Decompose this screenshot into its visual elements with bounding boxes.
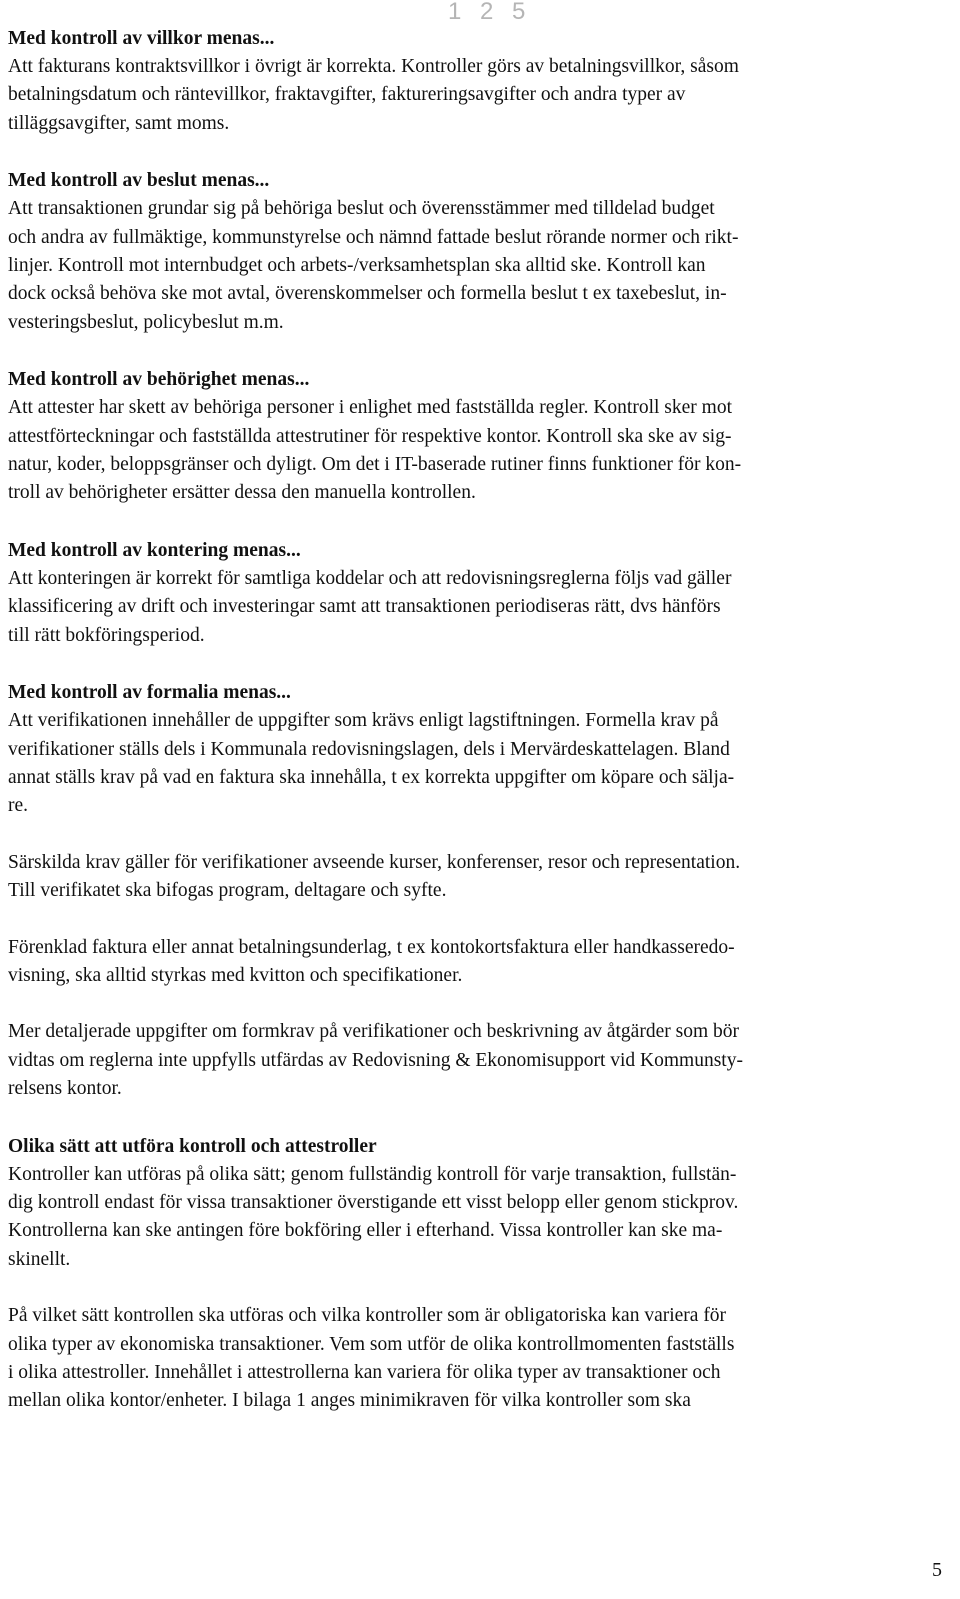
paragraph-line: till rätt bokföringsperiod. xyxy=(8,624,205,646)
section-paragraph xyxy=(8,707,952,821)
paragraph-sarskilda-krav xyxy=(8,849,952,906)
paragraph-line: troll av behörigheter ersätter dessa den manuella kontrollen. xyxy=(8,482,476,504)
document-body xyxy=(8,24,952,1416)
section-paragraph xyxy=(8,53,952,138)
paragraph-line: och andra av fullmäktige, kommunstyrelse och nämnd fattade beslut rörande normer och rikt- xyxy=(8,226,739,248)
paragraph-line: Att fakturans kontraktsvillkor i övrigt är korrekta. Kontroller görs av betalningsvillkor, såsom xyxy=(8,56,739,77)
paragraph-line: annat ställs krav på vad en faktura ska innehålla, t ex korrekta uppgifter om köpare och sälja- xyxy=(8,766,735,788)
section-formalia xyxy=(8,678,952,821)
section-paragraph xyxy=(8,849,952,906)
paragraph-line: Kontroller kan utföras på olika sätt; genom fullständig kontroll för varje transaktion, fullstän- xyxy=(8,1163,737,1185)
paragraph-line: Att attester har skett av behöriga personer i enlighet med fastställda regler. Kontroll sker mot xyxy=(8,397,732,419)
paragraph-line: tilläggsavgifter, samt moms. xyxy=(8,112,230,134)
paragraph-line: klassificering av drift och investeringar samt att transaktionen periodiseras rätt, dvs hänförs xyxy=(8,596,721,618)
paragraph-line: Att transaktionen grundar sig på behöriga beslut och överensstämmer med tilldelad budget xyxy=(8,198,715,220)
section-paragraph xyxy=(8,1302,952,1416)
paragraph-line: mellan olika kontor/enheter. I bilaga 1 anges minimikraven för vilka kontroller som ska xyxy=(8,1390,691,1412)
paragraph-line: i olika attestroller. Innehållet i attestrollerna kan variera för olika typer av transaktioner och xyxy=(8,1362,721,1383)
section-paragraph xyxy=(8,1018,952,1103)
section-paragraph xyxy=(8,934,952,991)
section-paragraph xyxy=(8,565,952,650)
paragraph-line: Att verifikationen innehåller de uppgifter som krävs enligt lagstiftningen. Formella krav på xyxy=(8,710,719,732)
paragraph-line: attestförteckningar och fastställda attestrutiner för respektive kontor. Kontroll ska ske av sig- xyxy=(8,425,732,447)
section-heading: Olika sätt att utföra kontroll och attestroller xyxy=(8,1135,377,1157)
section-paragraph xyxy=(8,1161,952,1275)
section-heading: Med kontroll av behörighet menas... xyxy=(8,369,310,391)
paragraph-line: vesteringsbeslut, policybeslut m.m. xyxy=(8,311,284,333)
section-behorighet xyxy=(8,365,952,508)
section-beslut xyxy=(8,166,952,337)
paragraph-line: vidtas om reglerna inte uppfylls utfärdas av Redovisning & Ekonomisupport vid Kommunsty- xyxy=(8,1049,743,1071)
paragraph-line: linjer. Kontroll mot internbudget och arbets-/verksamhetsplan ska alltid ske. Kontroll kan xyxy=(8,255,706,277)
paragraph-line: Kontrollerna kan ske antingen före bokföring eller i efterhand. Vissa kontroller kan ske ma- xyxy=(8,1220,723,1242)
paragraph-forenklad-faktura xyxy=(8,934,952,991)
section-villkor xyxy=(8,24,952,138)
paragraph-line: betalningsdatum och räntevillkor, fraktavgifter, faktureringsavgifter och andra typer av xyxy=(8,84,686,106)
paragraph-line: dock också behöva ske mot avtal, överenskommelser och formella beslut t ex taxebeslut, in- xyxy=(8,283,727,305)
paragraph-detaljerade-uppgifter xyxy=(8,1018,952,1103)
paragraph-line: Att konteringen är korrekt för samtliga koddelar och att redovisningsreglerna följs vad gäller xyxy=(8,567,732,589)
section-paragraph xyxy=(8,394,952,508)
paragraph-line: skinellt. xyxy=(8,1248,71,1270)
scan-mark: 1 2 5 xyxy=(448,0,532,25)
section-heading: Med kontroll av kontering menas... xyxy=(8,539,301,561)
paragraph-line: På vilket sätt kontrollen ska utföras och vilka kontroller som är obligatoriska kan variera för xyxy=(8,1305,727,1327)
section-kontering xyxy=(8,536,952,650)
paragraph-line: re. xyxy=(8,795,29,817)
paragraph-line: verifikationer ställs dels i Kommunala redovisningslagen, dels i Mervärdeskattelagen. Bland xyxy=(8,738,730,760)
paragraph-line: Förenklad faktura eller annat betalningsunderlag, t ex kontokortsfaktura eller handkasseredo- xyxy=(8,936,735,958)
paragraph-line: visning, ska alltid styrkas med kvitton och specifikationer. xyxy=(8,964,463,986)
page-number: 5 xyxy=(932,1559,942,1581)
paragraph-line: dig kontroll endast för vissa transaktioner överstigande ett visst belopp eller genom stickprov. xyxy=(8,1191,739,1213)
paragraph-line: Mer detaljerade uppgifter om formkrav på verifikationer och beskrivning av åtgärder som bör xyxy=(8,1021,739,1043)
paragraph-line: relsens kontor. xyxy=(8,1078,122,1100)
section-heading: Med kontroll av beslut menas... xyxy=(8,170,270,192)
section-olika-satt xyxy=(8,1132,952,1275)
section-paragraph xyxy=(8,195,952,337)
paragraph-line: Särskilda krav gäller för verifikationer avseende kurser, konferenser, resor och representation. xyxy=(8,851,741,873)
paragraph-line: natur, koder, beloppsgränser och dyligt. Om det i IT-baserade rutiner finns funktioner för kon- xyxy=(8,454,742,476)
section-heading: Med kontroll av villkor menas... xyxy=(8,28,275,49)
paragraph-line: Till verifikatet ska bifogas program, deltagare och syfte. xyxy=(8,880,447,902)
section-heading: Med kontroll av formalia menas... xyxy=(8,682,291,704)
paragraph-kontroller-obligatoriska xyxy=(8,1302,952,1416)
paragraph-line: olika typer av ekonomiska transaktioner. Vem som utför de olika kontrollmomenten fastställs xyxy=(8,1333,735,1355)
